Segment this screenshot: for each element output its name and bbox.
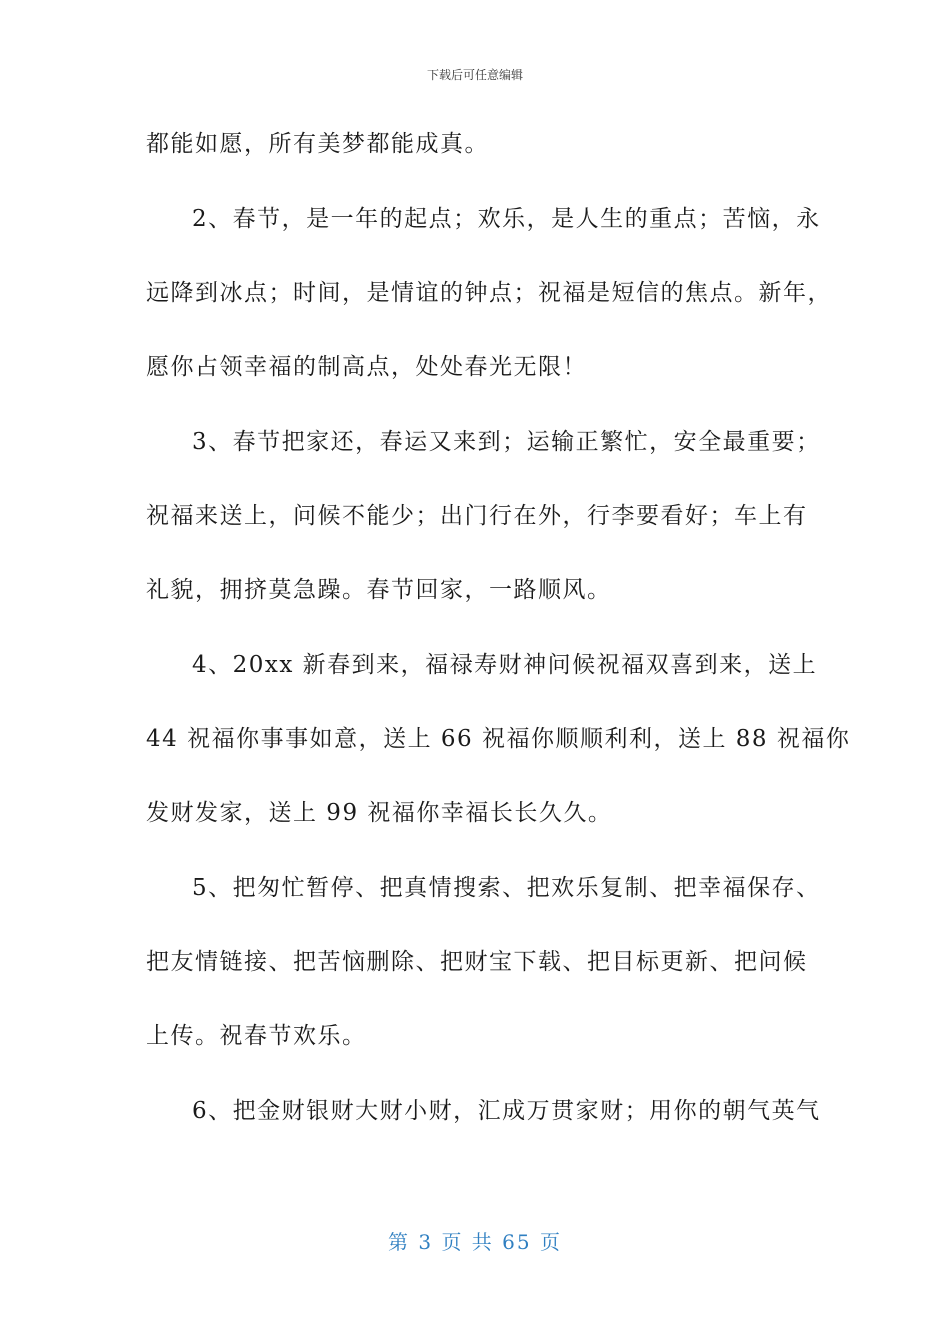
paragraph-5-line-1: 5、把匆忙暂停、把真情搜索、把欢乐复制、把幸福保存、: [192, 875, 821, 901]
paragraph-3-line-2: 祝福来送上，问候不能少；出门行在外，行李要看好；车上有: [146, 503, 808, 529]
paragraph-5-line-3: 上传。祝春节欢乐。: [146, 1023, 367, 1049]
paragraph-5-line-2: 把友情链接、把苦恼删除、把财宝下载、把目标更新、把问候: [146, 949, 808, 975]
paragraph-6-line-1: 6、把金财银财大财小财，汇成万贯家财；用你的朝气英气: [192, 1098, 821, 1124]
paragraph-2-line-1: 2、春节，是一年的起点；欢乐，是人生的重点；苦恼，永: [192, 206, 821, 232]
paragraph-2-line-2: 远降到冰点；时间，是情谊的钟点；祝福是短信的焦点。新年，: [146, 280, 832, 306]
document-body: [146, 126, 851, 1130]
page-number: 第 3 页 共 65 页: [388, 1230, 562, 1254]
paragraph-2-line-3: 愿你占领幸福的制高点，处处春光无限！: [146, 354, 587, 380]
paragraph-4-line-1: 4、20xx 新春到来，福禄寿财神问候祝福双喜到来，送上: [192, 652, 818, 678]
paragraph-3-line-1: 3、春节把家还，春运又来到；运输正繁忙，安全最重要；: [192, 429, 821, 455]
paragraph-4-line-2: 44 祝福你事事如意，送上 66 祝福你顺顺利利，送上 88 祝福你: [146, 726, 851, 752]
paragraph-3-line-3: 礼貌，拥挤莫急躁。春节回家，一路顺风。: [146, 577, 612, 603]
page-header-note: 下载后可任意编辑: [426, 68, 523, 82]
paragraph-4-line-3: 发财发家，送上 99 祝福你幸福长长久久。: [146, 800, 613, 826]
paragraph-1-line-1: 都能如愿，所有美梦都能成真。: [146, 131, 489, 157]
